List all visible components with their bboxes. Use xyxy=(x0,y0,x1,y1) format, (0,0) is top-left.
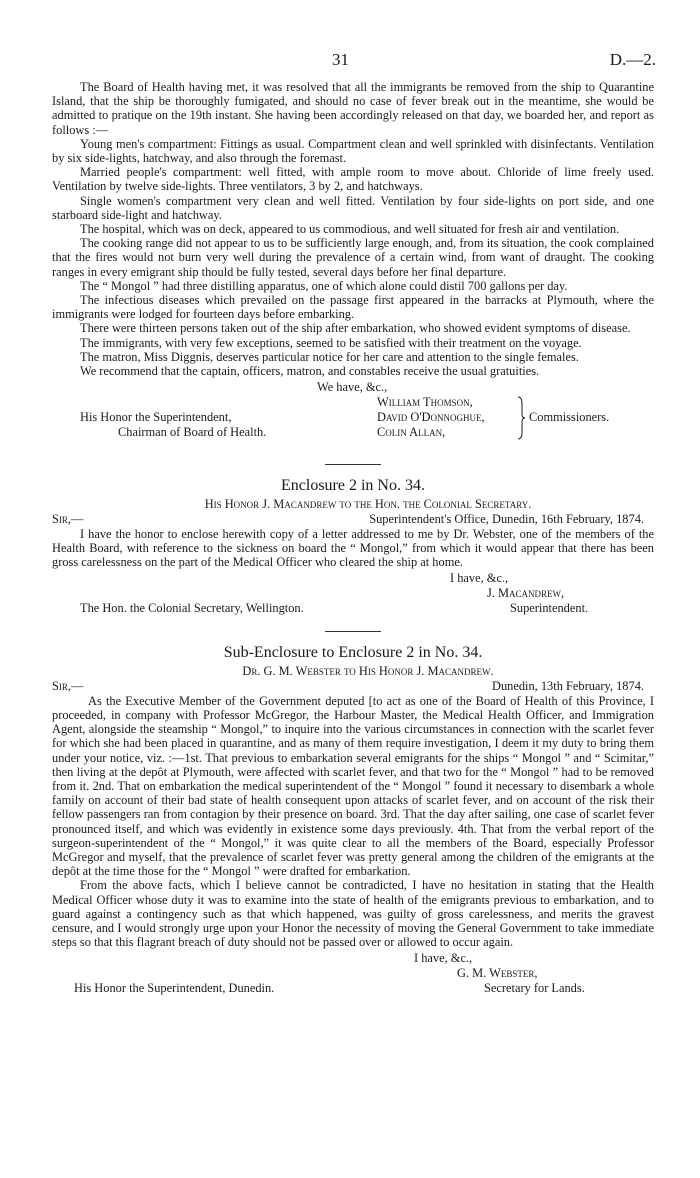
commissioners-signature-block xyxy=(52,380,654,450)
report-paragraph: We recommend that the captain, officers, matron, and constables receive the usual gratuities. xyxy=(80,364,540,379)
board-report xyxy=(52,80,654,997)
signatory-name: David O'Donnoghue, xyxy=(377,410,485,425)
report-paragraph: The hospital, which was on deck, appeared to us commodious, and well situated for fresh air and ventilation. xyxy=(80,222,620,237)
sub-enclosure-closing: I have, &c., xyxy=(414,951,473,966)
sub-enclosure-body: As the Executive Member of the Government deputed [to act as one of the Board of Health of this Province, I proceeded, in company with Professor McGregor, the Harbour Master, the Medical Health Officer, and Immigration Agent, alongside the steamship “ Mongol,” to inquire into the various circumstances in connection with the scarlet fever for which she had been placed in quarantine, and as many of them require investigation, I deem it my duty to bring them under your notice, viz. :—1st. That previous to embarkation several emigrants for the ships “ Mongol ” and “ Scimitar,” then living at the depôt at Plymouth, were affected with scarlet fever, and that two for the “ Mongol ” had to be removed from it. 2nd. That on embarkation the medical superintendent of the “ Mongol ” found it necessary to disembark a whole family on account of their bad state of health consequent upon attacks of scarlet fever, and on account of the risk their fellow passengers ran from contagion by their presence on board. 3rd. That the day after sailing, one case of scarlet fever pronounced itself, and which was evidently in existence some days previously. 4th. That from the verbal report of the surgeon-superintendent of the “ Mongol,” it was quite clear to all the members of the Board, especially Professor McGregor and myself, that the prevalence of scarlet fever was pretty general among the children of the emigrants at the depôt at the time those for the “ Mongol ” were drafted for embarkation. xyxy=(52,693,654,879)
report-paragraph: There were thirteen persons taken out of the ship after embarkation, who showed evident symptoms of disease. xyxy=(80,321,631,336)
sub-enclosure-title: Sub-Enclosure to Enclosure 2 in No. 34. xyxy=(223,644,483,662)
report-closing: We have, &c., xyxy=(317,380,388,395)
salutation: Sir,— xyxy=(52,511,84,526)
enclosure-closing: I have, &c., xyxy=(450,571,509,586)
signatory-role: Commissioners. xyxy=(529,410,610,425)
salutation: Sir,— xyxy=(52,678,84,693)
report-paragraph: The cooking range did not appear to us to be sufficiently large enough, and, from its situation, the cook complained that the fires would not burn very well during the prevalence of a certain wind, from want of draught. The cooking ranges in every emigrant ship thould be fully tested, several days before her final departure. xyxy=(52,236,654,279)
sub-enclosure-signature-block xyxy=(52,951,654,997)
report-paragraph: Single women's compartment very clean and well fitted. Ventilation by four side-lights on port side, and one starboard side-light and hatchway. xyxy=(52,193,654,222)
series-identifier: D.—2. xyxy=(609,50,656,69)
report-paragraph: The matron, Miss Diggnis, deserves particular notice for her care and attention to the single females. xyxy=(80,349,579,364)
enclosure-signature: J. Macandrew, xyxy=(487,586,565,601)
brace-icon xyxy=(517,396,525,440)
report-paragraph: The “ Mongol ” had three distilling apparatus, one of which alone could distil 700 gallons per day. xyxy=(80,278,568,293)
report-paragraph: The Board of Health having met, it was resolved that all the immigrants be removed from the ship to Quarantine Island, that the ship be thoroughly fumigated, and should no case of fever break out in the meantime, she would be admitted to pratique on the 19th instant. She having been accordingly released on that day, we boarded her, and report as follows :— xyxy=(52,80,654,137)
sub-enclosure-signatory-role: Secretary for Lands. xyxy=(484,981,585,996)
enclosure-addressee: The Hon. the Colonial Secretary, Wellington. xyxy=(80,601,304,616)
section-divider xyxy=(325,631,381,632)
addressee: His Honor the Superintendent, xyxy=(80,410,232,425)
report-paragraph: Married people's compartment: well fitted, with ample room to move about. Chloride of lime freely used. Ventilation by twelve side-lights. Three ventilators, 3 by 2, and hatchways. xyxy=(52,165,654,194)
enclosure-correspondents: His Honor J. Macandrew to the Hon. the Colonial Secretary. xyxy=(204,497,532,512)
report-paragraph: Young men's compartment: Fittings as usual. Compartment clean and well sprinkled with disinfectants. Ventilation by six side-lights, hatchway, and also through the foremast. xyxy=(52,136,654,166)
place-date: Dunedin, 13th February, 1874. xyxy=(492,678,644,693)
report-paragraph: The immigrants, with very few exceptions, seemed to be satisfied with their treatment on the voyage. xyxy=(80,335,582,350)
page-number: 31 xyxy=(332,50,349,69)
place-date: Superintendent's Office, Dunedin, 16th February, 1874. xyxy=(369,511,644,526)
enclosure-body: I have the honor to enclose herewith copy of a letter addressed to me by Dr. Webster, one of the members of the Health Board, with reference to the sickness on board the “ Mongol,” from which it would appear that there has been gross carelessness on the part of the Medical Officer who cleared the ship at home. xyxy=(52,526,654,570)
sub-enclosure-salutation-line xyxy=(52,679,654,694)
enclosure-signatory-role: Superintendent. xyxy=(510,601,589,616)
section-divider xyxy=(325,464,381,465)
addressee-title: Chairman of Board of Health. xyxy=(118,425,267,440)
sub-enclosure-signature: G. M. Webster, xyxy=(457,966,538,981)
signatory-name: Colin Allan, xyxy=(377,425,446,440)
sub-enclosure-body: From the above facts, which I believe cannot be contradicted, I have no hesitation in stating that the Health Medical Officer whose duty it was to examine into the state of health of the emigrants previous to embarkation, and to guard against a contingency such as that which happened, was guilty of gross carelessness, and merits the gravest censure, and I would strongly urge upon your Honor the necessity of moving the General Government to take immediate steps so that this flagrant breach of duty should not be passed over or allowed to occur again. xyxy=(52,878,654,950)
sub-enclosure-correspondents: Dr. G. M. Webster to His Honor J. Macandrew. xyxy=(242,664,494,679)
enclosure-signature-block xyxy=(52,571,654,617)
enclosure-title: Enclosure 2 in No. 34. xyxy=(281,477,425,495)
sub-enclosure-addressee: His Honor the Superintendent, Dunedin. xyxy=(74,981,275,996)
signatory-name: William Thomson, xyxy=(377,395,473,410)
enclosure-salutation-line xyxy=(52,512,654,527)
report-paragraph: The infectious diseases which prevailed on the passage first appeared in the barracks at Plymouth, where the immigrants were lodged for fourteen days before embarking. xyxy=(52,293,654,322)
